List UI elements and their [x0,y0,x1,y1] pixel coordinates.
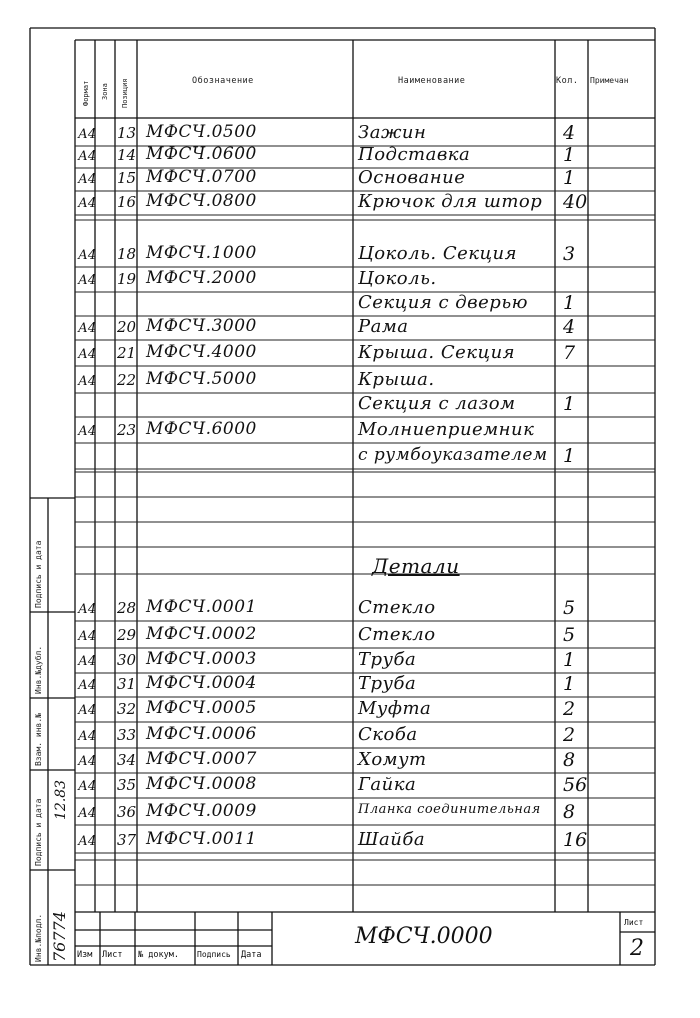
stamp-designation: МФСЧ.0000 [355,924,493,949]
stamp-sheet-label: Лист [624,918,644,927]
row-qty: 4 [563,316,576,338]
row-name: Секция с лазом [358,393,516,414]
row-fmt: А4 [78,273,97,288]
detail-row-name: Планка соединительная [358,802,541,817]
detail-row-name: Хомут [358,749,427,770]
detail-row-qty: 1 [563,649,576,671]
row-pos: 20 [117,318,137,336]
detail-row-des: МФСЧ.0003 [146,649,257,669]
detail-row-fmt: А4 [78,703,97,718]
row-fmt: А4 [78,321,97,336]
detail-row-name: Муфта [358,698,432,719]
row-des: МФСЧ.0700 [146,167,257,187]
row-pos: 22 [117,371,137,389]
detail-row-qty: 1 [563,673,576,695]
detail-row-des: МФСЧ.0007 [146,749,257,769]
detail-row-name: Труба [358,673,417,694]
row-name: Секция с дверью [358,292,528,313]
detail-row-name: Шайба [358,829,426,850]
detail-row-pos: 32 [117,700,137,718]
detail-row-name: Скоба [358,724,418,745]
side-inv-orig: Инв.№подл. [34,913,43,962]
detail-row-qty: 8 [563,749,576,771]
header-qty: Кол. [556,76,579,86]
row-pos: 16 [117,193,137,211]
row-fmt: А4 [78,172,97,187]
detail-row-fmt: А4 [78,629,97,644]
row-name: Цоколь. [358,268,437,289]
row-name: Крыша. Секция [358,342,516,363]
detail-row-des: МФСЧ.0009 [146,801,257,821]
detail-row-qty: 2 [563,698,576,720]
detail-row-pos: 36 [117,803,137,821]
header-format: Формат [82,80,90,106]
detail-row-fmt: А4 [78,754,97,769]
row-qty: 1 [563,167,576,189]
detail-row-fmt: А4 [78,654,97,669]
detail-row-qty: 8 [563,801,576,823]
detail-row-des: МФСЧ.0005 [146,698,257,718]
stamp-sheet-no: 2 [630,936,644,961]
row-fmt: А4 [78,127,97,142]
row-pos: 23 [117,421,137,439]
row-name: Молниеприемник [358,419,535,440]
row-des: МФСЧ.5000 [146,369,257,389]
row-fmt: А4 [78,196,97,211]
detail-row-pos: 33 [117,726,137,744]
row-fmt: А4 [78,374,97,389]
row-des: МФСЧ.1000 [146,243,257,263]
row-qty: 1 [563,445,576,467]
row-name: с румбоуказателем [358,445,548,465]
row-des: МФСЧ.0500 [146,122,257,142]
row-fmt: А4 [78,347,97,362]
row-pos: 18 [117,245,137,263]
detail-row-des: МФСЧ.0011 [146,829,257,849]
row-fmt: А4 [78,149,97,164]
detail-row-pos: 30 [117,651,137,669]
detail-row-pos: 29 [117,626,137,644]
row-pos: 14 [117,146,137,164]
row-des: МФСЧ.3000 [146,316,257,336]
header-name: Наименование [398,76,466,86]
detail-row-qty: 56 [563,774,588,796]
row-qty: 1 [563,292,576,314]
row-name: Крючок для штор [358,191,543,212]
stamp-sign: Подпись [197,950,231,959]
section-title: Детали [372,554,460,578]
stamp-list: Лист [102,950,123,960]
row-qty: 40 [563,191,588,213]
header-position: Позиция [121,78,129,108]
row-name: Подставка [358,144,471,165]
row-pos: 15 [117,169,137,187]
row-des: МФСЧ.0800 [146,191,257,211]
detail-row-pos: 37 [117,831,137,849]
detail-row-name: Стекло [358,624,436,645]
header-designation: Обозначение [192,76,254,86]
row-fmt: А4 [78,248,97,263]
row-name: Зажин [358,122,427,143]
row-name: Крыша. [358,369,435,390]
row-des: МФСЧ.6000 [146,419,257,439]
detail-row-pos: 34 [117,751,137,769]
detail-row-qty: 5 [563,597,576,619]
detail-row-pos: 31 [117,675,137,693]
detail-row-pos: 35 [117,776,137,794]
side-date-value: 12.83 [53,779,69,820]
detail-row-des: МФСЧ.0006 [146,724,257,744]
stamp-doc-no: № докум. [138,950,179,960]
row-qty: 4 [563,122,576,144]
row-pos: 21 [117,344,137,362]
header-note: Примечан [590,76,629,85]
detail-row-name: Стекло [358,597,436,618]
header-zone: Зона [101,83,109,100]
row-name: Рама [358,316,409,337]
row-qty: 3 [563,243,576,265]
side-inv-dubl: Инв.№дубл. [34,645,43,694]
detail-row-qty: 5 [563,624,576,646]
row-fmt: А4 [78,424,97,439]
side-vzam: Взам. инв.№ [34,713,43,766]
row-name: Основание [358,167,466,188]
side-sign-date-2: Подпись и дата [34,540,43,608]
row-pos: 13 [117,124,137,142]
stamp-date: Дата [241,950,262,960]
detail-row-name: Труба [358,649,417,670]
detail-row-fmt: А4 [78,834,97,849]
detail-row-fmt: А4 [78,678,97,693]
row-qty: 1 [563,393,576,415]
detail-row-des: МФСЧ.0002 [146,624,257,644]
detail-row-des: МФСЧ.0001 [146,597,257,617]
detail-row-qty: 16 [563,829,588,851]
detail-row-fmt: А4 [78,729,97,744]
detail-row-qty: 2 [563,724,576,746]
detail-row-name: Гайка [358,774,417,795]
row-qty: 1 [563,144,576,166]
detail-row-des: МФСЧ.0008 [146,774,257,794]
row-des: МФСЧ.0600 [146,144,257,164]
row-name: Цоколь. Секция [358,243,518,264]
stamp-izm: Изм [77,950,93,960]
row-des: МФСЧ.2000 [146,268,257,288]
row-pos: 19 [117,270,137,288]
detail-row-fmt: А4 [78,602,97,617]
row-des: МФСЧ.4000 [146,342,257,362]
detail-row-pos: 28 [117,599,137,617]
row-qty: 7 [563,342,576,364]
side-sign-date: Подпись и дата [34,798,43,866]
detail-row-des: МФСЧ.0004 [146,673,257,693]
detail-row-fmt: А4 [78,806,97,821]
side-inv-value: 76774 [50,911,69,962]
detail-row-fmt: А4 [78,779,97,794]
